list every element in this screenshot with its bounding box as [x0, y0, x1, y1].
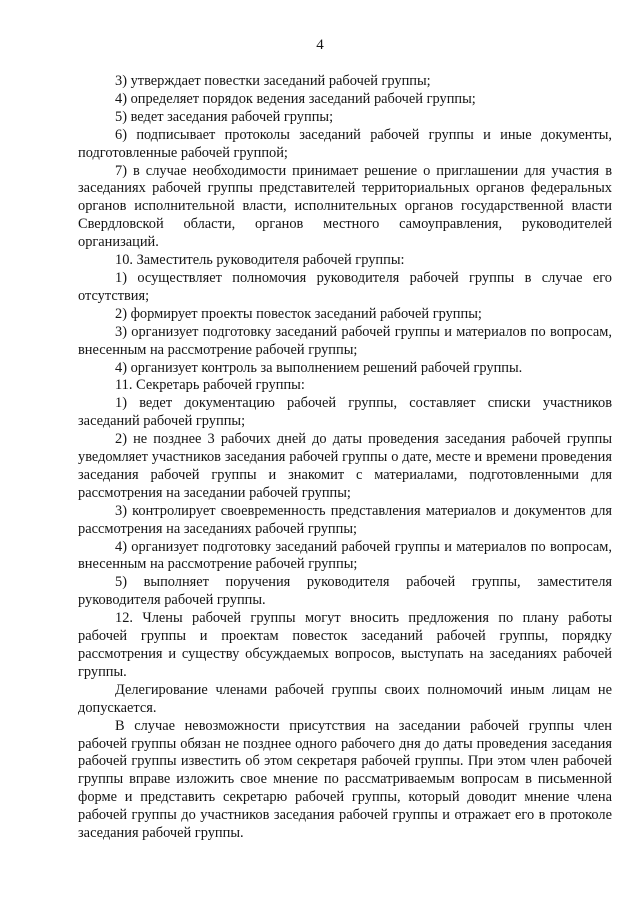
section-11-item-5: 5) выполняет поручения руководителя рабочей группы, заместителя руководителя рабочей группы. — [78, 574, 612, 609]
document-body — [78, 73, 612, 843]
section-11-item-4: 4) организует подготовку заседаний рабочей группы и материалов по вопросам, внесенным на рассмотрение рабочей группы; — [78, 538, 612, 573]
section-12-paragraph: 12. Члены рабочей группы могут вносить предложения по плану работы рабочей группы и проектам повесток заседаний рабочей группы, порядку рассмотрения и существу обсуждаемых вопросов, выступать на заседаниях рабочей группы. — [78, 610, 612, 680]
paragraph-item-3: 3) утверждает повестки заседаний рабочей группы; — [115, 73, 431, 89]
section-11-heading: 11. Секретарь рабочей группы: — [115, 377, 305, 394]
section-10-item-3: 3) организует подготовку заседаний рабочей группы и материалов по вопросам, внесенным на рассмотрение рабочей группы; — [78, 323, 612, 358]
section-10-item-2: 2) формирует проекты повесток заседаний рабочей группы; — [115, 305, 482, 322]
delegation-paragraph: Делегирование членами рабочей группы своих полномочий иным лицам не допускается. — [78, 681, 612, 716]
page-number: 4 — [316, 37, 324, 53]
section-11-item-1: 1) ведет документацию рабочей группы, составляет списки участников заседаний рабочей группы; — [78, 395, 612, 430]
paragraph-item-6: 6) подписывает протоколы заседаний рабочей группы и иные документы, подготовленные рабочей группой; — [78, 126, 612, 161]
section-11-item-2: 2) не позднее 3 рабочих дней до даты проведения заседания рабочей группы уведомляет участников заседания рабочей группы о дате, месте и времени проведения заседания рабочей группы и знакомит с материалами, подготовленными для рассмотрения на заседании рабочей группы; — [78, 431, 612, 501]
section-10-item-1: 1) осуществляет полномочия руководителя рабочей группы в случае его отсутствия; — [78, 269, 612, 304]
section-10-heading: 10. Заместитель руководителя рабочей группы: — [115, 252, 405, 269]
paragraph-item-5: 5) ведет заседания рабочей группы; — [115, 108, 334, 125]
paragraph-item-7: 7) в случае необходимости принимает решение о приглашении для участия в заседаниях рабочей группы представителей территориальных органов федеральных органов исполнительной власти, исполнительных органов государственной власти Свердловской области, органов местного самоуправления, руководителей организаций. — [78, 162, 612, 251]
section-10-item-4: 4) организует контроль за выполнением решений рабочей группы. — [115, 359, 523, 376]
section-11-item-3: 3) контролирует своевременность представления материалов и документов для рассмотрения на заседаниях рабочей группы; — [78, 502, 612, 537]
absence-paragraph: В случае невозможности присутствия на заседании рабочей группы член рабочей группы обязан не позднее одного рабочего дня до даты проведения заседания рабочей группы известить об этом секретаря рабочей группы. При этом член рабочей группы вправе изложить свое мнение по рассматриваемым вопросам в письменной форме и представить секретарю рабочей группы, который доводит мнение члена рабочей группы до участников заседания рабочей группы и отражает его в протоколе заседания рабочей группы. — [78, 717, 612, 842]
paragraph-item-4: 4) определяет порядок ведения заседаний рабочей группы; — [115, 90, 476, 107]
